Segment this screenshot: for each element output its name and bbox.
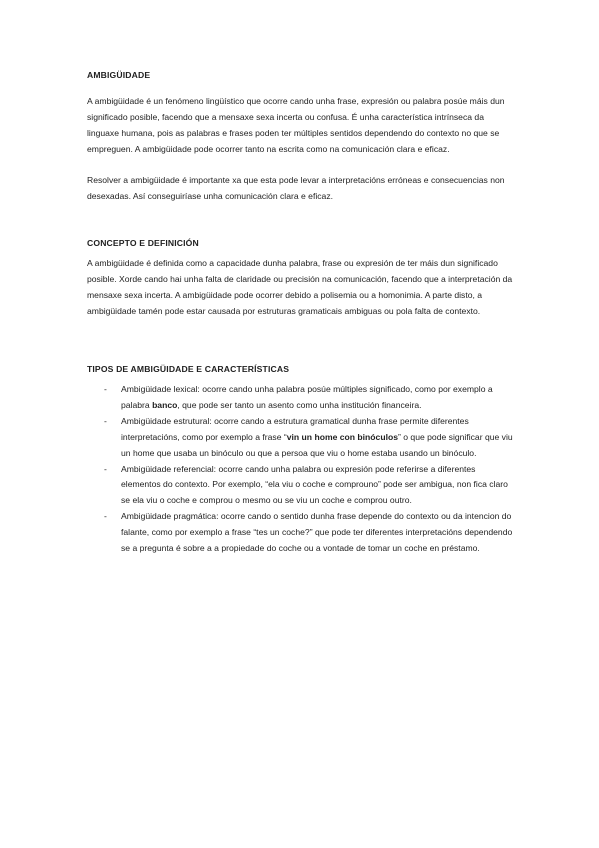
definition-paragraph: A ambigüidade é definida como a capacidade dunha palabra, frase ou expresión de ter máis dun significado posible. Xorde cando hai unha falta de claridade ou precisión na comunicación, facendo que a interpretación da mensaxe sexa incerta. A ambigüidade pode ocorrer debido a polisemia ou a homonimia. A parte disto, a ambigüidade tamén pode estar causada por estruturas gramaticais ambiguas ou pola falta de contexto. [87, 258, 513, 316]
list-item-bold: banco [152, 399, 178, 410]
list-item-estrutural [87, 414, 517, 462]
section-heading-concepto: CONCEPTO E DEFINICIÓN [87, 238, 199, 248]
list-item-bold: vin un home con binóculos [286, 431, 398, 442]
list-item-pragmatica [87, 509, 517, 557]
resolution-paragraph: Resolver a ambigüidade é importante xa que esta pode levar a interpretacións erróneas e consecuencias non desexadas. Así conseguiríase unha comunicación clara e eficaz. [87, 175, 505, 201]
types-list [87, 382, 517, 557]
list-item-text: Ambigüidade lexical: ocorre cando unha palabra posúe múltiples significado, como por exemplo a palabra [121, 384, 493, 410]
intro-paragraph: A ambigüidade é un fenómeno lingüístico que ocorre cando unha frase, expresión ou palabra posúe máis dun significado posible, facendo que a mensaxe sexa incerta ou confusa. É unha característica intrínseca da linguaxe humana, pois as palabras e frases poden ter múltiples sentidos dependendo do contexto no que se empreguen. A ambigüidade pode ocorrer tanto na escrita como na comunicación clara e eficaz. [87, 96, 505, 154]
list-item-lexical [87, 382, 517, 414]
section-heading-tipos: TIPOS DE AMBIGÜIDADE E CARACTERÍSTICAS [87, 364, 290, 374]
list-item-text-rest: ” o que pode significar que viu un home que usaba un binóculo ou que a persoa que viu o home estaba usando un binóculo. [121, 431, 513, 458]
section-heading-ambiguidade: AMBIGÜIDADE [87, 70, 151, 80]
list-item-text: Ambigüidade estrutural: ocorre cando a estrutura gramatical dunha frase permite diferentes interpretacións, como por exemplo a frase “ [121, 415, 469, 442]
list-dash: - [104, 463, 107, 474]
list-dash: - [104, 415, 107, 426]
list-item-referencial [87, 462, 517, 510]
list-item-text-rest: , que pode ser tanto un asento como unha institución financeira. [177, 399, 422, 410]
list-dash: - [104, 384, 107, 394]
list-item-text: Ambigüidade pragmática: ocorre cando o sentido dunha frase depende do contexto ou da intencion do falante, como por exemplo a frase “tes un coche?” que pode ter diferentes interpretacións dependendo se a pregunta é sobre a a propiedade do coche ou a vontade de tomar un coche en préstamo. [121, 511, 513, 554]
list-item-text: Ambigüidade referencial: ocorre cando unha palabra ou expresión pode referirse a diferentes elementos do contexto. Por exemplo, “ela viu o coche e comprouno” pode ser ambigua, non fica claro se ela viu o coche e comprou o mesmo ou se viu un coche e comprou outro. [121, 463, 508, 506]
list-dash: - [104, 511, 107, 522]
